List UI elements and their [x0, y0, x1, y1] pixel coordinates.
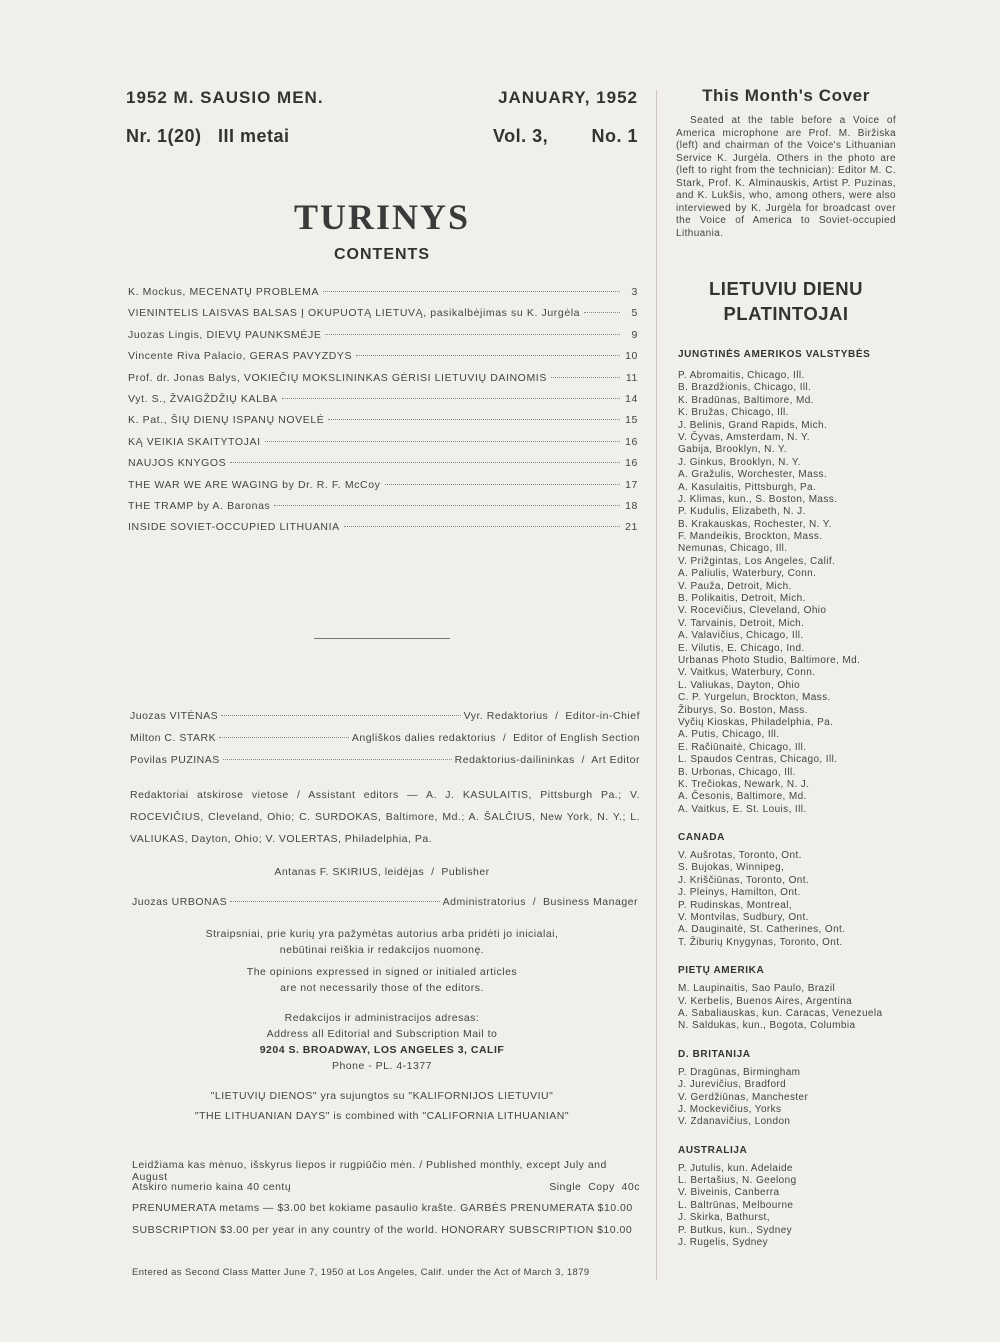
toc-page: 17 — [625, 478, 638, 491]
frequency-line — [132, 1159, 640, 1181]
toc-page: 10 — [625, 350, 638, 363]
distributor-item: K. Bružas, Chicago, Ill. — [678, 407, 789, 419]
distributors-list — [678, 348, 896, 1249]
toc-row — [128, 307, 638, 328]
toc-title: K. Pat., ŠIŲ DIENŲ ISPANŲ NOVELĖ — [128, 414, 325, 427]
distributor-item: A. Česonis, Baltimore, Md. — [678, 791, 807, 803]
lithuanian-date: 1952 M. SAUSIO MEN. — [126, 88, 324, 107]
distributor-item: Žiburys, So. Boston, Mass. — [678, 704, 808, 716]
distributor-item: J. Rugelis, Sydney — [678, 1237, 769, 1249]
distributor-item: A. Valavičius, Chicago, Ill. — [678, 630, 804, 642]
disclaimer-lithuanian — [126, 926, 638, 958]
distributor-item: F. Mandeikis, Brockton, Mass. — [678, 531, 823, 543]
dot-leader — [219, 737, 349, 738]
region-heading: AUSTRALIJA — [678, 1144, 748, 1156]
distributor-item: L. Bertašius, N. Geelong — [678, 1175, 797, 1187]
distributor-item: Nemunas, Chicago, Ill. — [678, 543, 788, 555]
region-heading: D. BRITANIJA — [678, 1048, 751, 1060]
dot-leader — [323, 291, 620, 292]
dot-leader — [282, 398, 620, 399]
distributor-item: P. Kudulis, Elizabeth, N. J. — [678, 506, 806, 518]
business-manager — [132, 896, 638, 908]
toc-page: 14 — [625, 392, 638, 405]
disclaimer-line: Straipsniai, prie kurių yra pažymėtas autorius arba pridėti jo inicialai, — [205, 928, 559, 940]
distributor-item: J. Pleinys, Hamilton, Ont. — [678, 887, 801, 899]
distributor-item: A. Sabaliauskas, kun. Caracas, Venezuela — [678, 1007, 883, 1019]
distributor-item: B. Brazdžionis, Chicago, Ill. — [678, 382, 812, 394]
distributor-item: J. Klimas, kun., S. Boston, Mass. — [678, 493, 838, 505]
distributor-item: N. Saldukas, kun., Bogota, Columbia — [678, 1020, 856, 1032]
toc-page: 16 — [625, 457, 638, 470]
distributor-item: A. Gražulis, Worchester, Mass. — [678, 469, 828, 481]
section-divider — [314, 638, 450, 639]
dot-leader — [385, 484, 621, 485]
distributor-item: J. Belinis, Grand Rapids, Mich. — [678, 419, 828, 431]
toc-page: 9 — [631, 328, 638, 341]
toc-page: 11 — [625, 371, 638, 384]
dot-leader — [265, 441, 620, 442]
frequency-text: Leidžiama kas mėnuo, išskyrus liepos ir rugpiūčio mėn. / Published monthly, except July and August — [132, 1159, 607, 1183]
dot-leader — [356, 355, 620, 356]
distributor-item: A. Vaitkus, E. St. Louis, Ill. — [678, 803, 807, 815]
dot-leader — [551, 377, 620, 378]
toc-title: THE TRAMP by A. Baronas — [128, 499, 271, 512]
toc-row — [128, 479, 638, 500]
distributor-item: J. Jurevičius, Bradford — [678, 1079, 787, 1091]
distributor-item: V. Prižgintas, Los Angeles, Calif. — [678, 555, 836, 567]
toc-title: Juozas Lingis, DIEVŲ PAUNKSMĖJE — [128, 328, 322, 341]
staff-name: Juozas VITĖNAS — [130, 710, 219, 722]
toc-page: 15 — [625, 414, 638, 427]
staff-name: Milton C. STARK — [130, 732, 217, 744]
toc-title: Vyt. S., ŽVAIGŽDŽIŲ KALBA — [128, 392, 278, 405]
distributor-item: A. Kasulaitis, Pittsburgh, Pa. — [678, 481, 817, 493]
region-heading: PIETŲ AMERIKA — [678, 965, 765, 977]
toc-row — [128, 350, 638, 371]
manager-role: Administratorius / Business Manager — [442, 896, 638, 908]
distributor-item: B. Krakauskas, Rochester, N. Y. — [678, 518, 832, 530]
distributor-item: K. Bradūnas, Baltimore, Md. — [678, 394, 814, 406]
region-heading: JUNGTINĖS AMERIKOS VALSTYBĖS — [678, 349, 871, 360]
issue-number: No. 1 — [591, 126, 638, 146]
postal-entry-notice: Entered as Second Class Matter June 7, 1950 at Los Angeles, Calif. under the Act of March 3, 1879 — [132, 1267, 590, 1278]
single-copy-en: Single Copy 40c — [549, 1180, 640, 1193]
disclaimer-english — [126, 964, 638, 996]
cover-heading: This Month's Cover — [702, 86, 870, 105]
toc-page: 3 — [631, 286, 638, 298]
distributor-item: J. Skirka, Bathurst, — [678, 1212, 770, 1224]
toc-title: INSIDE SOVIET-OCCUPIED LITHUANIA — [128, 521, 340, 534]
subscription-en-line — [132, 1224, 640, 1246]
distributor-item: L. Spaudos Centras, Chicago, Ill. — [678, 754, 838, 766]
distributor-item: T. Žiburių Knygynas, Toronto, Ont. — [678, 936, 843, 948]
staff-row — [130, 732, 640, 754]
distributor-item: V. Aušrotas, Toronto, Ont. — [678, 850, 802, 862]
toc-row — [128, 436, 638, 457]
distributor-item: V. Gerdžiūnas, Manchester — [678, 1091, 809, 1103]
toc-title: Vincente Riva Palacio, GERAS PAVYZDYS — [128, 350, 353, 363]
dot-leader — [230, 901, 440, 902]
distributor-item: V. Čyvas, Amsterdam, N. Y. — [678, 431, 810, 443]
distributors-heading — [676, 276, 896, 326]
distributor-item: K. Trečiokas, Newark, N. J. — [678, 778, 810, 790]
single-copy-lt: Atskiro numerio kaina 40 centų — [132, 1180, 292, 1193]
toc-row — [128, 414, 638, 435]
distributor-item: Gabija, Brooklyn, N. Y. — [678, 444, 787, 456]
distributor-item: Urbanas Photo Studio, Baltimore, Md. — [678, 654, 861, 666]
distributor-item: V. Vaitkus, Waterbury, Conn. — [678, 667, 816, 679]
toc-title: VIENINTELIS LAISVAS BALSAS Į OKUPUOTĄ LIETUVĄ, pasikalbėjimas su K. Jurgėla — [128, 307, 581, 320]
distributor-item: M. Laupinaitis, Sao Paulo, Brazil — [678, 983, 836, 995]
subscription-en: SUBSCRIPTION $3.00 per year in any country of the world. HONORARY SUBSCRIPTION $10.00 — [132, 1223, 633, 1236]
dot-leader — [223, 759, 452, 760]
toc-page: 21 — [625, 521, 638, 534]
staff-row — [130, 710, 640, 732]
disclaimer-line: are not necessarily those of the editors. — [280, 982, 484, 994]
column-divider — [656, 90, 657, 1280]
disclaimer-line: nebūtinai reiškia ir redakcijos nuomonę. — [279, 944, 485, 956]
volume-number: Vol. 3, — [493, 126, 549, 146]
manager-name: Juozas URBONAS — [132, 896, 228, 908]
editorial-staff — [130, 710, 640, 776]
page-title: TURINYS — [293, 197, 471, 237]
toc-page: 18 — [625, 499, 638, 512]
toc-title: K. Mockus, MECENATŲ PROBLEMA — [128, 286, 320, 298]
distributor-item: P. Jutulis, kun. Adelaide — [678, 1162, 793, 1174]
toc-row — [128, 457, 638, 478]
publication-info — [132, 1159, 640, 1245]
distributor-item: V. Rocevičius, Cleveland, Ohio — [678, 605, 827, 617]
staff-role: Redaktorius-dailininkas / Art Editor — [454, 754, 640, 766]
distributor-item: P. Dragūnas, Birmingham — [678, 1066, 801, 1078]
distributor-item: V. Pauža, Detroit, Mich. — [678, 580, 792, 592]
combined-line: "LIETUVIŲ DIENOS" yra sujungtos su "KALIFORNIJOS LIETUVIU" — [210, 1090, 554, 1102]
subscription-lt: PRENUMERATA metams — $3.00 bet kokiame pasaulio krašte. GARBĖS PRENUMERATA $10.00 — [132, 1202, 633, 1214]
combined-notice — [126, 1086, 638, 1126]
toc-title: THE WAR WE ARE WAGING by Dr. R. F. McCoy — [128, 478, 381, 491]
staff-role: Angliškos dalies redaktorius / Editor of English Section — [351, 732, 640, 744]
distributor-item: J. Mockevičius, Yorks — [678, 1103, 782, 1115]
dot-leader — [325, 334, 620, 335]
address-label-en: Address all Editorial and Subscription Mail to — [266, 1028, 498, 1040]
toc-row — [128, 372, 638, 393]
dot-leader — [230, 462, 620, 463]
distributor-item: Vyčių Kioskas, Philadelphia, Pa. — [678, 716, 834, 728]
dot-leader — [344, 526, 620, 527]
distributor-item: A. Paliulis, Waterbury, Conn. — [678, 568, 817, 580]
toc-row — [128, 286, 638, 307]
distributor-item: V. Zdanavičius, London — [678, 1116, 791, 1128]
subscription-lt-line — [132, 1202, 640, 1224]
address-label-lt: Redakcijos ir administracijos adresas: — [284, 1012, 480, 1024]
dot-leader — [584, 312, 620, 313]
phone-number: Phone - PL. 4-1377 — [331, 1060, 433, 1072]
distributors-heading-line: PLATINTOJAI — [723, 303, 849, 324]
distributor-item: V. Montvilas, Sudbury, Ont. — [678, 912, 809, 924]
distributor-item: C. P. Yurgelun, Brockton, Mass. — [678, 692, 831, 704]
assistant-editors: Redaktoriai atskirose vietose / Assistant editors — A. J. KASULAITIS, Pittsburgh Pa.; V. ROCEVIČIUS, Cleveland, Ohio; C. SURDOKAS, Baltimore, Md.; A. ŠALČIUS, New York, N. Y.; L. VALIUKAS, Dayton, Ohio; V. VOLERTAS, Philadelphia, Pa. — [130, 789, 640, 845]
distributor-item: P. Abromaitis, Chicago, Ill. — [678, 370, 805, 381]
staff-row — [130, 754, 640, 776]
distributor-item: V. Tarvainis, Detroit, Mich. — [678, 617, 805, 629]
toc-page: 5 — [631, 307, 638, 320]
distributor-item: P. Butkus, kun., Sydney — [678, 1224, 793, 1236]
region-heading: CANADA — [678, 832, 725, 844]
cover-description: Seated at the table before a Voice of America microphone are Prof. M. Biržiska (left) and chairman of the Voice's Lithuanian Service K. Jurgėla. Others in the photo are (left to right from the technician): Editor M. C. Stark, Prof. K. Alminauskis, Artist P. Puzinas, and K. Lukšis, who, among others, were also interviewed by K. Jurgėla for broadcast over the Voice of America to Soviet-occupied Lithuania. — [676, 115, 896, 239]
distributor-item: P. Rudinskas, Montreal, — [678, 899, 793, 911]
distributor-item: E. Račiūnaitė, Chicago, Ill. — [678, 741, 807, 753]
combined-line: "THE LITHUANIAN DAYS" is combined with "CALIFORNIA LITHUANIAN" — [194, 1110, 570, 1122]
distributor-item: J. Kriščiūnas, Toronto, Ont. — [678, 874, 810, 886]
distributor-item: J. Ginkus, Brooklyn, N. Y. — [678, 456, 801, 468]
distributor-item: L. Baltrūnas, Melbourne — [678, 1199, 794, 1211]
distributor-item: B. Urbonas, Chicago, Ill. — [678, 766, 796, 778]
distributors-heading-line: LIETUVIU DIENU — [709, 278, 863, 299]
page-subtitle: CONTENTS — [334, 246, 430, 263]
toc-row — [128, 329, 638, 350]
publisher-line: Antanas F. SKIRIUS, leidėjas / Publisher — [274, 866, 490, 878]
toc-row — [128, 521, 638, 542]
staff-name: Povilas PUZINAS — [130, 754, 220, 766]
distributor-item: A. Dauginaitė, St. Catherines, Ont. — [678, 924, 846, 936]
distributor-item: A. Putis, Chicago, Ill. — [678, 729, 780, 741]
toc-row — [128, 393, 638, 414]
distributor-item: S. Bujokas, Winnipeg, — [678, 862, 785, 874]
toc-title: KĄ VEIKIA SKAITYTOJAI — [128, 435, 261, 448]
dot-leader — [274, 505, 620, 506]
single-copy-line — [132, 1181, 640, 1203]
lithuanian-issue: Nr. 1(20) III metai — [126, 126, 290, 146]
english-date: JANUARY, 1952 — [498, 88, 638, 107]
toc-title: NAUJOS KNYGOS — [128, 457, 227, 470]
dot-leader — [328, 419, 620, 420]
toc-page: 16 — [625, 435, 638, 448]
toc-row — [128, 500, 638, 521]
mailing-address — [126, 1010, 638, 1074]
table-of-contents — [128, 286, 638, 543]
distributor-item: L. Valiukas, Dayton, Ohio — [678, 679, 801, 691]
staff-role: Vyr. Redaktorius / Editor-in-Chief — [463, 710, 640, 722]
distributor-item: V. Biveinis, Canberra — [678, 1187, 780, 1199]
street-address: 9204 S. BROADWAY, LOS ANGELES 3, CALIF — [259, 1044, 505, 1056]
disclaimer-line: The opinions expressed in signed or initialed articles — [246, 966, 518, 978]
toc-title: Prof. dr. Jonas Balys, VOKIEČIŲ MOKSLININKAS GĖRISI LIETUVIŲ DAINOMIS — [128, 371, 547, 384]
distributor-item: V. Kerbelis, Buenos Aires, Argentina — [678, 995, 853, 1007]
distributor-item: E. Vilutis, E. Chicago, Ind. — [678, 642, 805, 654]
dot-leader — [221, 715, 461, 716]
distributor-item: B. Polikaitis, Detroit, Mich. — [678, 593, 806, 605]
